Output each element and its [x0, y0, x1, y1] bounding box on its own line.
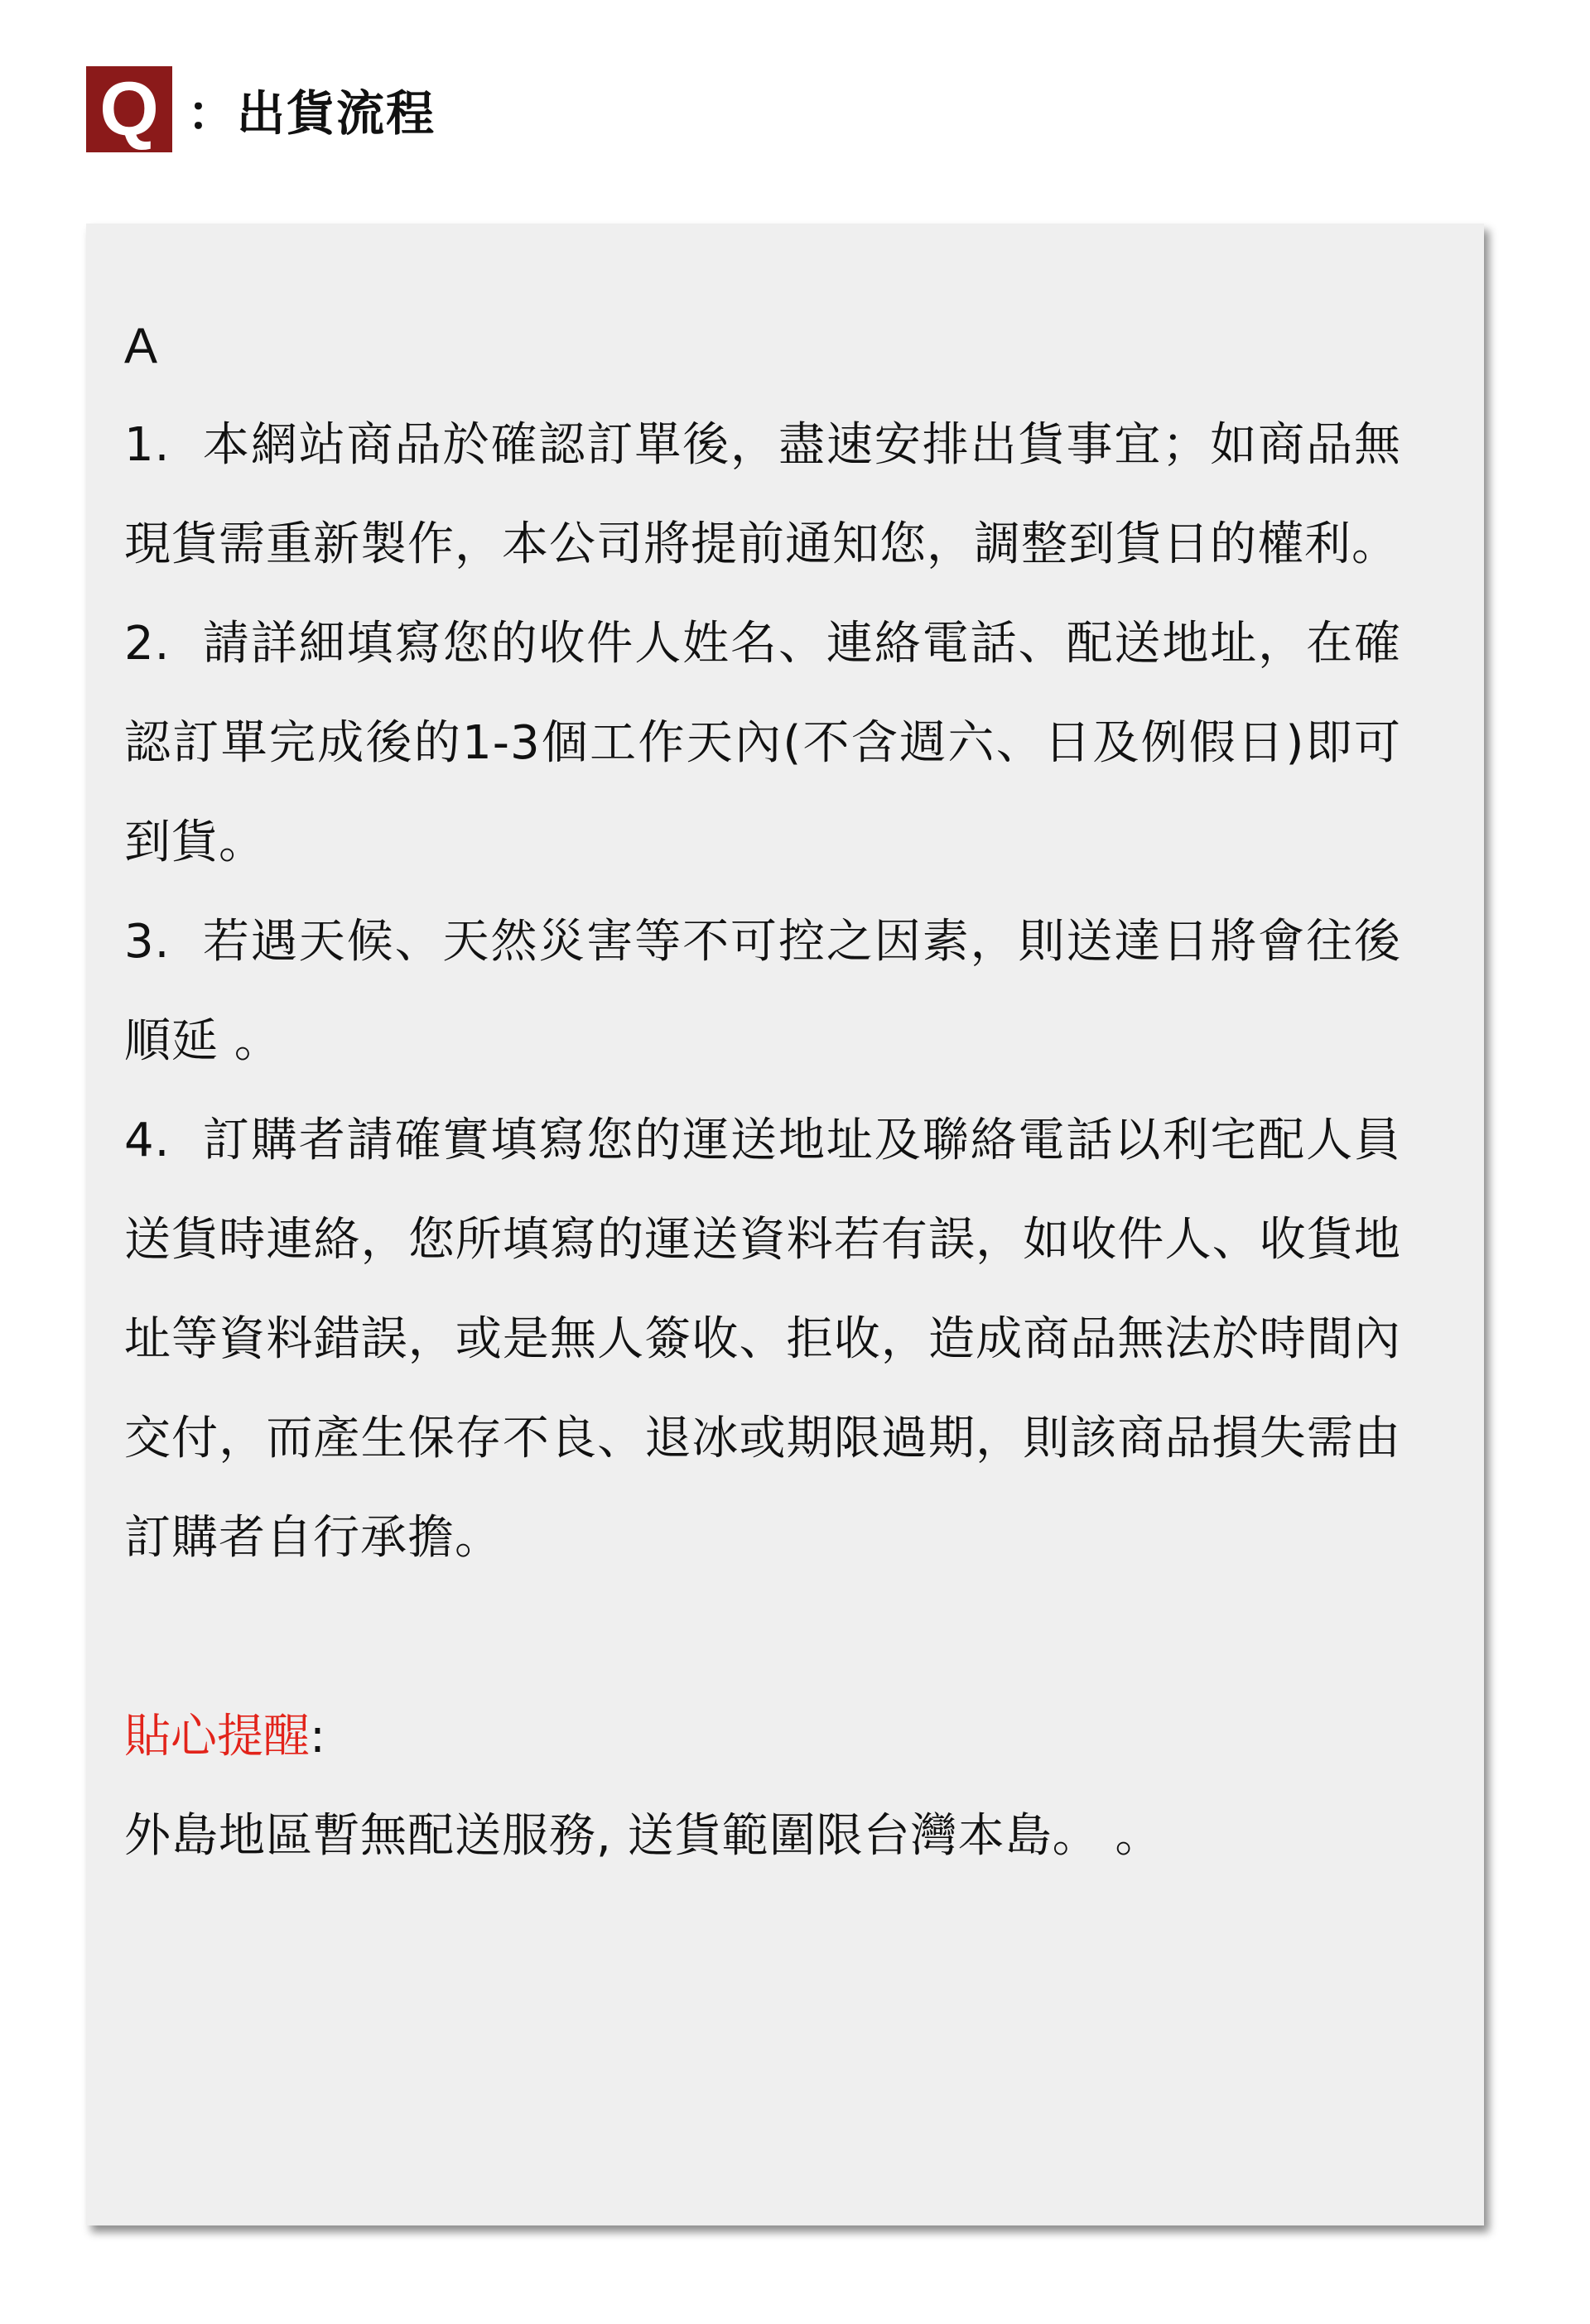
- question-header: [86, 66, 436, 152]
- item-text: 訂購者請確實填寫您的運送地址及聯絡電話以利宅配人員送貨時連絡，您所填寫的運送資料若有誤，如收件人、收貨地址等資料錯誤，或是無人簽收、拒收，造成商品無法於時間內交付，而產生保存不良、退冰或期限過期，則該商品損失需由訂購者自行承擔。: [124, 1114, 1401, 1565]
- item-number: 3.: [124, 915, 171, 969]
- list-item: [124, 594, 1401, 893]
- spacer: [124, 1588, 1401, 1687]
- list-item: [124, 1091, 1401, 1588]
- answer-label: A: [124, 318, 158, 373]
- item-text: 本網站商品於確認訂單後，盡速安排出貨事宜；如商品無現貨需重新製作，本公司將提前通知您，調整到貨日的權利。: [124, 418, 1401, 571]
- item-number: 1.: [124, 418, 171, 472]
- item-number: 4.: [124, 1114, 171, 1167]
- reminder-title: 貼心提醒: [124, 1710, 310, 1763]
- question-title: ：出貨流程: [187, 85, 436, 142]
- list-item: [124, 396, 1401, 594]
- q-badge-icon: Q: [86, 66, 172, 152]
- item-text: 若遇天候、天然災害等不可控之因素，則送達日將會往後順延 。: [124, 915, 1401, 1068]
- item-number: 2.: [124, 617, 171, 671]
- item-text: 請詳細填寫您的收件人姓名、連絡電話、配送地址，在確認訂單完成後的1-3個工作天內(不含週六、日及例假日)即可到貨。: [124, 617, 1401, 869]
- reminder-colon: :: [310, 1710, 325, 1763]
- reminder-text: 外島地區暫無配送服務, 送貨範圍限台灣本島。 。: [124, 1809, 1163, 1863]
- answer-list: [124, 396, 1401, 1588]
- reminder-heading: [124, 1687, 1401, 1787]
- answer-card: [86, 224, 1484, 2225]
- list-item: [124, 893, 1401, 1091]
